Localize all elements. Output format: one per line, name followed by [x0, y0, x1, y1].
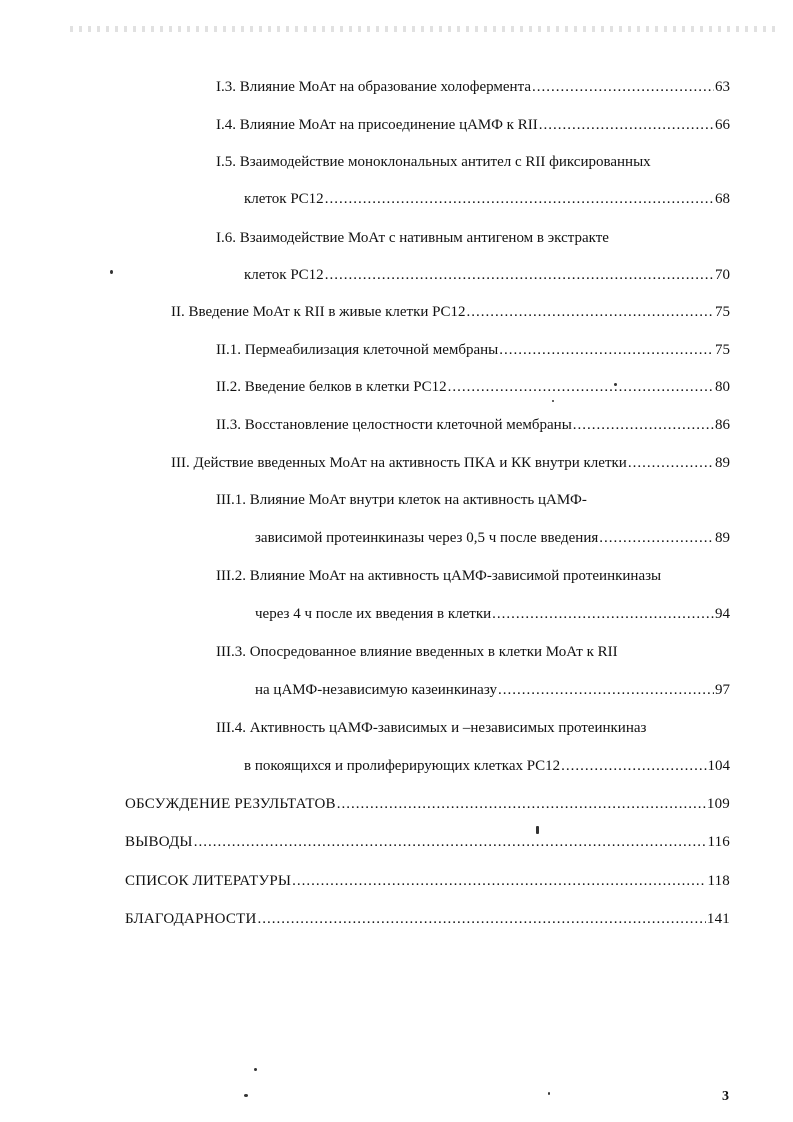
toc-leader-dots	[467, 303, 714, 321]
toc-page-number: 89	[715, 455, 730, 471]
toc-entry[interactable]	[216, 416, 730, 434]
toc-leader-dots	[532, 78, 714, 96]
toc-entry-title: III.4. Активность цАМФ-зависимых и –независимых протеинкиназ	[216, 720, 647, 736]
toc-entry-title: I.5. Взаимодействие моноклональных антител с RII фиксированных	[216, 154, 651, 170]
toc-entry[interactable]	[255, 605, 730, 623]
toc-entry[interactable]	[255, 529, 730, 547]
toc-leader-dots	[498, 681, 714, 699]
toc-leader-dots	[194, 833, 707, 851]
scan-speck	[536, 826, 539, 834]
toc-entry-title: I.4. Влияние МоАт на присоединение цАМФ к RII	[216, 117, 538, 133]
toc-leader-dots	[599, 529, 714, 547]
toc-page-number: 80	[715, 379, 730, 395]
toc-page-number: 141	[706, 911, 730, 927]
scan-speck	[614, 383, 617, 386]
scan-speck	[244, 1094, 248, 1097]
toc-page-number: 70	[715, 267, 730, 283]
scan-speck	[254, 1068, 257, 1071]
scan-speck	[548, 1092, 550, 1095]
toc-entry[interactable]	[244, 266, 730, 284]
toc-entry-title: клеток PC12	[244, 267, 324, 283]
toc-entry-title: III. Действие введенных МоАт на активность ПКА и КК внутри клетки	[171, 455, 627, 471]
toc-entry-continued[interactable]	[216, 491, 730, 509]
toc-page-number: 66	[715, 117, 730, 133]
toc-entry-title: III.3. Опосредованное влияние введенных в клетки МоАт к RII	[216, 644, 618, 660]
toc-leader-dots	[628, 454, 714, 472]
scan-artifact-strip	[70, 26, 780, 32]
toc-leader-dots	[325, 190, 714, 208]
toc-entry[interactable]	[125, 795, 730, 813]
toc-entry-continued[interactable]	[216, 567, 730, 585]
toc-entry-continued[interactable]	[216, 229, 730, 247]
toc-entry-title: зависимой протеинкиназы через 0,5 ч после введения	[255, 530, 599, 546]
toc-entry[interactable]	[171, 454, 730, 472]
toc-entry-continued[interactable]	[216, 643, 730, 661]
toc-entry[interactable]	[171, 303, 730, 321]
scan-speck	[552, 400, 554, 402]
toc-entry[interactable]	[125, 910, 730, 928]
toc-page-number: 94	[715, 606, 730, 622]
toc-entry-title: I.6. Взаимодействие МоАт с нативным антигеном в экстракте	[216, 230, 609, 246]
toc-entry-title: I.3. Влияние МоАт на образование холофермента	[216, 79, 531, 95]
toc-page-number: 97	[715, 682, 730, 698]
toc-entry-title: III.2. Влияние МоАт на активность цАМФ-зависимой протеинкиназы	[216, 568, 662, 584]
toc-page-number: 86	[715, 417, 730, 433]
toc-entry[interactable]	[244, 190, 730, 208]
toc-entry[interactable]	[216, 116, 730, 134]
toc-entry-title: БЛАГОДАРНОСТИ	[125, 911, 257, 927]
toc-entry-title: ВЫВОДЫ	[125, 834, 193, 850]
toc-page-number: 89	[715, 530, 730, 546]
toc-entry-title: в покоящихся и пролиферирующих клетках PC12	[244, 758, 561, 774]
toc-entry-title: на цАМФ-независимую казеинкиназу	[255, 682, 497, 698]
toc-page-number: 68	[715, 191, 730, 207]
toc-leader-dots	[539, 116, 714, 134]
toc-entry[interactable]	[216, 78, 730, 96]
toc-leader-dots	[292, 872, 706, 890]
toc-leader-dots	[573, 416, 714, 434]
toc-entry-title: клеток PC12	[244, 191, 324, 207]
toc-page-number: 104	[707, 758, 730, 774]
page-number: 3	[722, 1089, 729, 1104]
toc-entry[interactable]	[216, 378, 730, 396]
toc-leader-dots	[561, 757, 706, 775]
toc-entry-title: III.1. Влияние МоАт внутри клеток на активность цАМФ-	[216, 492, 587, 508]
toc-page-number: 116	[707, 834, 730, 850]
toc-page-number: 75	[715, 342, 730, 358]
toc-leader-dots	[448, 378, 714, 396]
toc-page-number: 63	[715, 79, 730, 95]
toc-page-number: 118	[707, 873, 730, 889]
toc-entry-title: II.2. Введение белков в клетки PC12	[216, 379, 447, 395]
toc-entry-title: ОБСУЖДЕНИЕ РЕЗУЛЬТАТОВ	[125, 796, 336, 812]
toc-leader-dots	[492, 605, 714, 623]
toc-entry-continued[interactable]	[216, 153, 730, 171]
toc-entry[interactable]	[244, 757, 730, 775]
toc-leader-dots	[257, 910, 705, 928]
toc-entry-title: СПИСОК ЛИТЕРАТУРЫ	[125, 873, 292, 889]
toc-entry[interactable]	[255, 681, 730, 699]
toc-entry[interactable]	[125, 833, 730, 851]
toc-leader-dots	[325, 266, 714, 284]
toc-entry-continued[interactable]	[216, 719, 730, 737]
scan-speck	[110, 270, 113, 274]
toc-entry-title: через 4 ч после их введения в клетки	[255, 606, 492, 622]
toc-leader-dots	[337, 795, 706, 813]
toc-page-number: 109	[706, 796, 730, 812]
toc-page-number: 75	[715, 304, 730, 320]
toc-entry-title: II. Введение МоАт к RII в живые клетки PC12	[171, 304, 466, 320]
toc-entry-title: II.1. Пермеабилизация клеточной мембраны	[216, 342, 499, 358]
toc-entry-title: II.3. Восстановление целостности клеточной мембраны	[216, 417, 572, 433]
toc-leader-dots	[499, 341, 714, 359]
toc-entry[interactable]	[125, 872, 730, 890]
toc-entry[interactable]	[216, 341, 730, 359]
